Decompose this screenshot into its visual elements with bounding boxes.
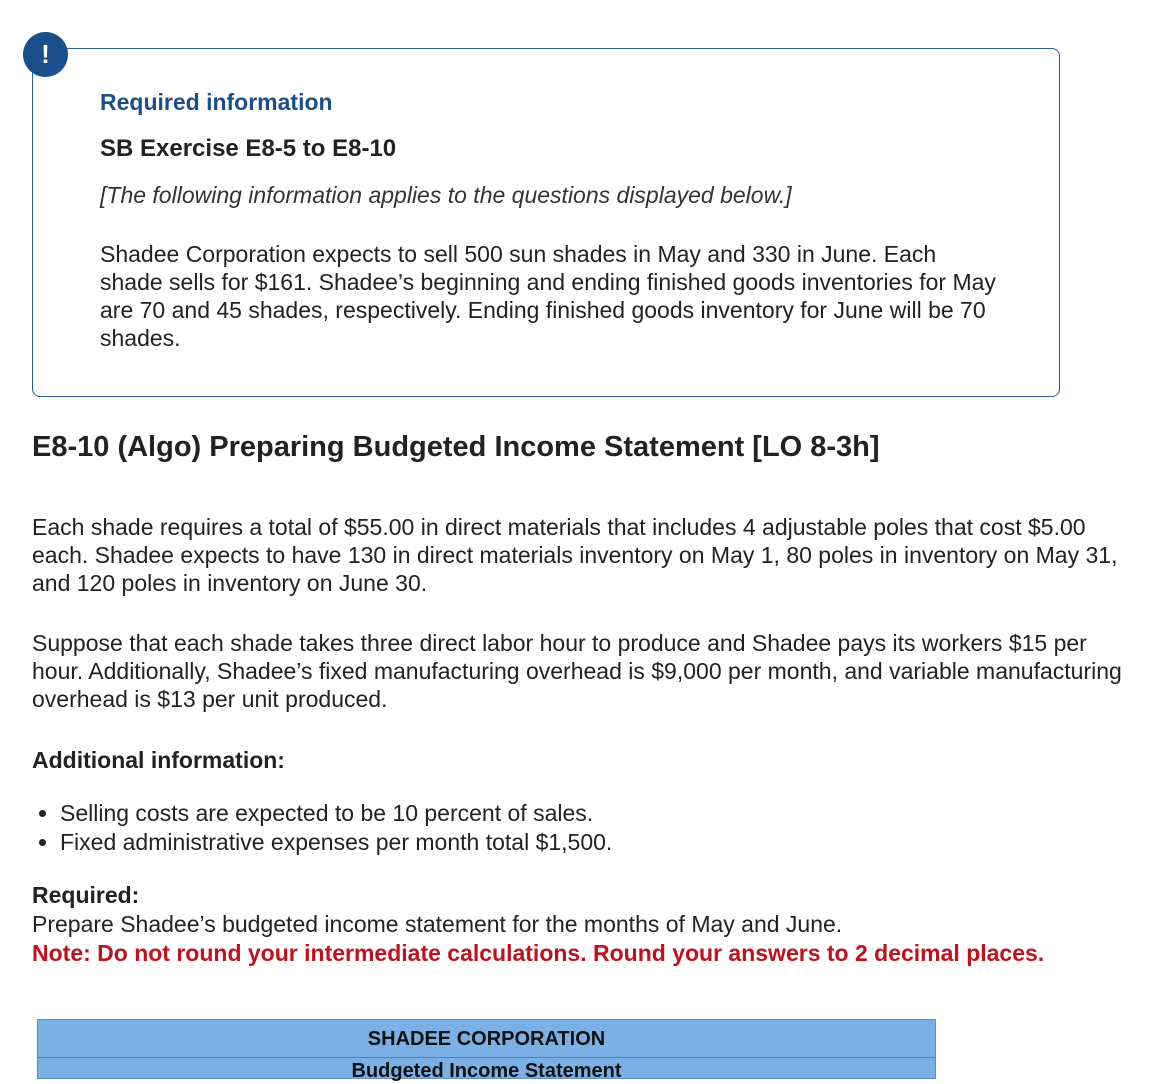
exercise-set-title: SB Exercise E8-5 to E8-10: [100, 135, 397, 162]
company-name-header: SHADEE CORPORATION: [38, 1020, 935, 1058]
applies-note: [The following information applies to the questions displayed below.]: [100, 182, 792, 208]
alert-icon: !: [23, 32, 68, 77]
required-information-box: [32, 48, 1060, 397]
scenario-text: Shadee Corporation expects to sell 500 sun shades in May and 330 in June. Each shade sells for $161. Shadee’s beginning and ending finished goods inventories for May are 70 and 45 shades, respectively. Ending finished goods inventory for June will be 70 shades.: [100, 241, 996, 351]
rounding-note: Note: Do not round your intermediate calculations. Round your answers to 2 decimal places.: [32, 940, 1045, 966]
required-heading: Required:: [32, 882, 140, 908]
required-information-heading: Required information: [100, 89, 333, 115]
direct-materials-paragraph: Each shade requires a total of $55.00 in direct materials that includes 4 adjustable poles that cost $5.00 each. Shadee expects to have 130 in direct materials inventory on May 1, 80 poles in inventory on May 31, and 120 poles in inventory on June 30.: [32, 514, 1118, 596]
income-statement-table-header: [37, 1019, 936, 1082]
required-instruction: Prepare Shadee’s budgeted income statement for the months of May and June.: [32, 911, 843, 937]
additional-information-list: [32, 799, 1122, 857]
exercise-title: E8-10 (Algo) Preparing Budgeted Income Statement [LO 8-3h]: [32, 431, 880, 463]
labor-overhead-paragraph: Suppose that each shade takes three direct labor hour to produce and Shadee pays its workers $15 per hour. Additionally, Shadee’s fixed manufacturing overhead is $9,000 per month, and variable manufacturing overhead is $13 per unit produced.: [32, 630, 1122, 712]
additional-information-heading: Additional information:: [32, 747, 285, 773]
exercise-content: [32, 428, 1122, 968]
list-item: • Fixed administrative expenses per month total $1,500.: [60, 828, 1122, 857]
statement-title-header: Budgeted Income Statement: [351, 1060, 622, 1082]
list-item: • Selling costs are expected to be 10 percent of sales.: [60, 799, 1122, 828]
